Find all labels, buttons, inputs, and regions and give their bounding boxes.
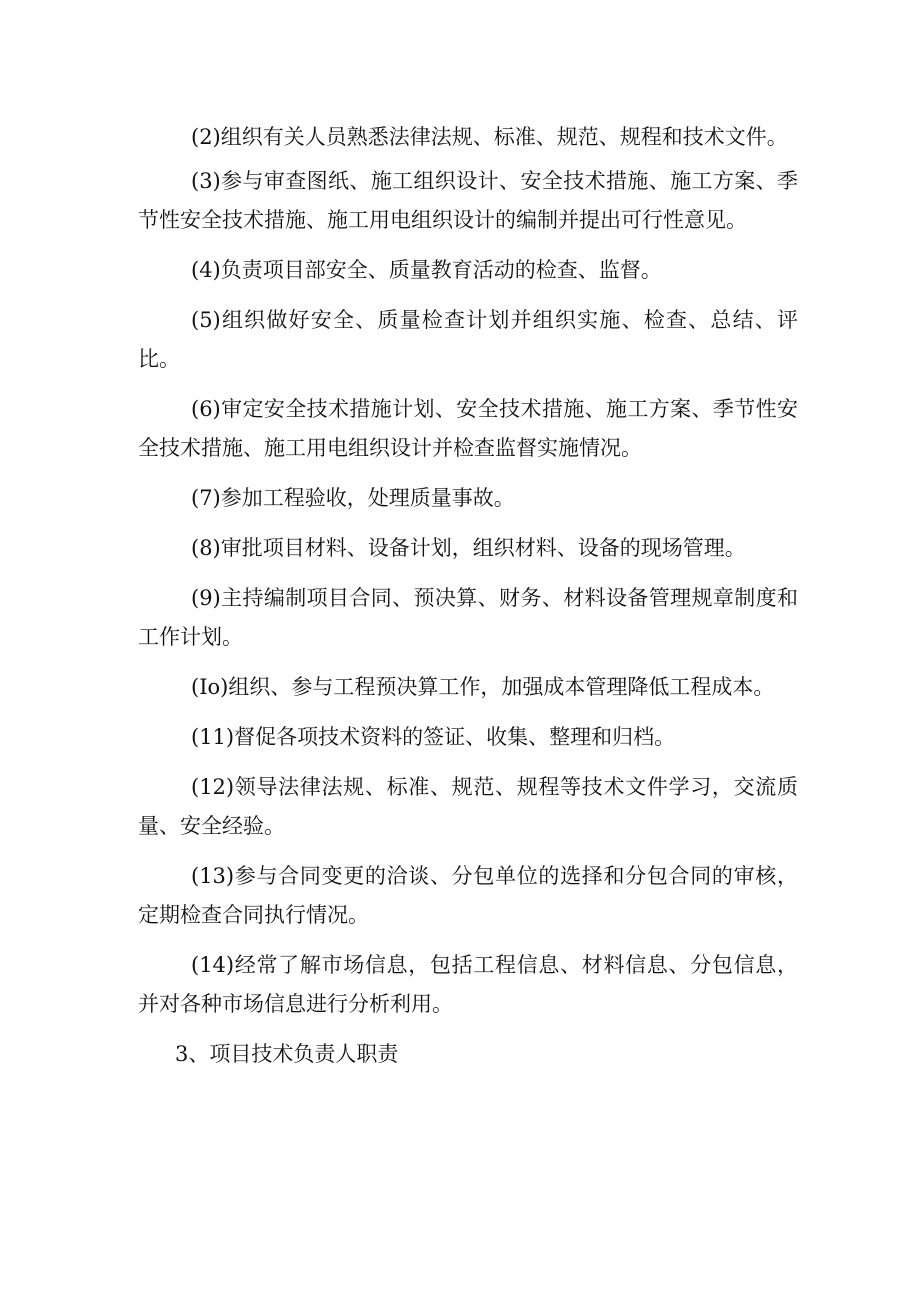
paragraph-item-9: (9)主持编制项目合同、预决算、财务、材料设备管理规章制度和工作计划。 <box>138 586 798 649</box>
document-body <box>138 118 798 1074</box>
paragraph-item-11: (11)督促各项技术资料的签证、收集、整理和归档。 <box>191 725 676 749</box>
paragraph-item-4: (4)负责项目部安全、质量教育活动的检查、监督。 <box>191 258 662 282</box>
paragraph-item-10: (Io)组织、参与工程预决算工作，加强成本管理降低工程成本。 <box>191 675 775 699</box>
paragraph-item-14: (14)经常了解市场信息，包括工程信息、材料信息、分包信息，并对各种市场信息进行分析利用。 <box>138 953 798 1016</box>
paragraph-item-7: (7)参加工程验收，处理质量事故。 <box>191 486 515 510</box>
paragraph-item-8: (8)审批项目材料、设备计划，组织材料、设备的现场管理。 <box>191 536 746 560</box>
paragraph-item-12: (12)领导法律法规、标准、规范、规程等技术文件学习，交流质量、安全经验。 <box>138 775 798 838</box>
paragraph-item-5: (5)组织做好安全、质量检查计划并组织实施、检查、总结、评比。 <box>138 308 798 371</box>
paragraph-item-2: (2)组织有关人员熟悉法律法规、标准、规范、规程和技术文件。 <box>191 125 788 149</box>
paragraph-item-13: (13)参与合同变更的洽谈、分包单位的选择和分包合同的审核，定期检查合同执行情况。 <box>138 864 798 927</box>
section-heading: 3、项目技术负责人职责 <box>175 1042 399 1066</box>
paragraph-item-3: (3)参与审查图纸、施工组织设计、安全技术措施、施工方案、季节性安全技术措施、施工用电组织设计的编制并提出可行性意见。 <box>138 169 798 232</box>
paragraph-item-6: (6)审定安全技术措施计划、安全技术措施、施工方案、季节性安全技术措施、施工用电组织设计并检查监督实施情况。 <box>138 397 798 460</box>
